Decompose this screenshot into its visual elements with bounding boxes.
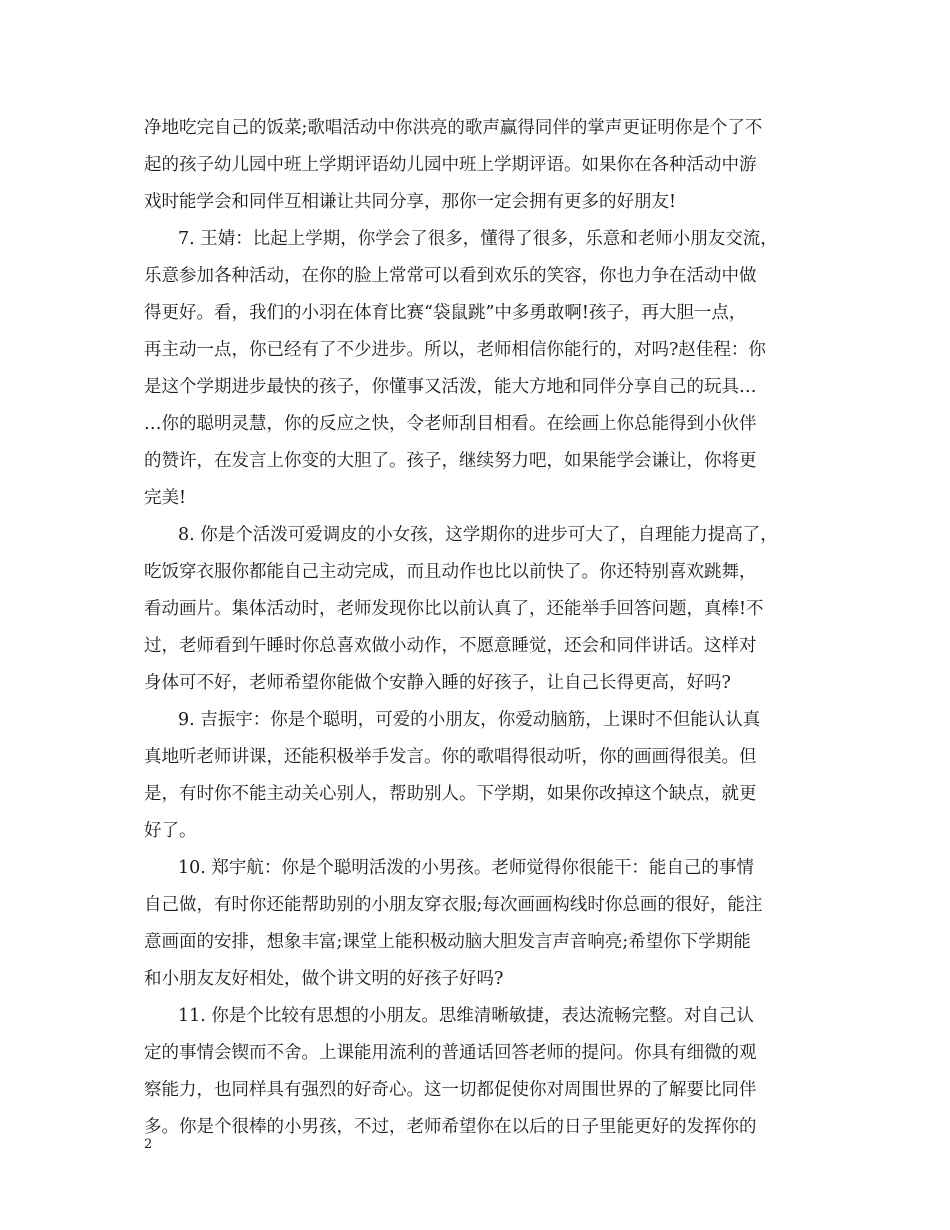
text-line: 身体可不好，老师希望你能做个安静入睡的好孩子，让自己长得更高，好吗? [144,673,731,693]
text-line: 过，老师看到午睡时你总喜欢做小动作，不愿意睡觉，还会和同伴讲话。这样对 [144,636,757,656]
text-line: 净地吃完自己的饭菜;歌唱活动中你洪亮的歌声赢得同伴的掌声更证明你是个了不 [144,118,763,138]
text-line: 和小朋友友好相处，做个讲文明的好孩子好吗? [144,969,504,989]
text-line: 起的孩子幼儿园中班上学期评语幼儿园中班上学期评语。如果你在各种活动中游 [144,155,757,175]
text-line: 好了。 [144,821,197,841]
text-line: 真地听老师讲课，还能积极举手发言。你的歌唱得很动听，你的画画得很美。但 [144,747,757,767]
text-line: 9. 吉振宇：你是个聪明，可爱的小朋友，你爱动脑筋，上课时不但能认认真 [178,710,761,730]
text-line: 多。你是个很棒的小男孩，不过，老师希望你在以后的日子里能更好的发挥你的 [144,1117,757,1137]
text-line: 意画面的安排，想象丰富;课堂上能积极动脑大胆发言声音响亮;希望你下学期能 [144,932,751,952]
text-line: 察能力，也同样具有强烈的好奇心。这一切都促使你对周围世界的了解要比同伴 [144,1080,757,1100]
text-line: 11. 你是个比较有思想的小朋友。思维清晰敏捷，表达流畅完整。对自己认 [178,1006,754,1026]
text-line: 得更好。看，我们的小羽在体育比赛“袋鼠跳”中多勇敢啊!孩子，再大胆一点， [144,303,747,323]
text-line: 看动画片。集体活动时，老师发现你比以前认真了，还能举手回答问题，真棒!不 [144,599,764,619]
page-number: 2 [144,1137,153,1152]
text-line: 戏时能学会和同伴互相谦让共同分享，那你一定会拥有更多的好朋友! [144,192,677,212]
text-line: 吃饭穿衣服你都能自己主动完成，而且动作也比以前快了。你还特别喜欢跳舞， [144,562,757,582]
text-line: …你的聪明灵慧，你的反应之快，令老师刮目相看。在绘画上你总能得到小伙伴 [144,414,757,434]
text-line: 是，有时你不能主动关心别人，帮助别人。下学期，如果你改掉这个缺点，就更 [144,784,757,804]
text-line: 乐意参加各种活动，在你的脸上常常可以看到欢乐的笑容，你也力争在活动中做 [144,266,757,286]
text-line: 定的事情会锲而不舍。上课能用流利的普通话回答老师的提问。你具有细微的观 [144,1043,757,1063]
text-line: 7. 王婧：比起上学期，你学会了很多，懂得了很多，乐意和老师小朋友交流， [178,229,778,249]
text-line: 是这个学期进步最快的孩子，你懂事又活泼，能大方地和同伴分享自己的玩具… [144,377,757,397]
text-line: 的赞许，在发言上你变的大胆了。孩子，继续努力吧，如果能学会谦让，你将更 [144,451,757,471]
text-line: 再主动一点，你已经有了不少进步。所以，老师相信你能行的，对吗?赵佳程：你 [144,340,766,360]
text-line: 10. 郑宇航：你是个聪明活泼的小男孩。老师觉得你很能干：能自己的事情 [178,858,754,878]
text-line: 8. 你是个活泼可爱调皮的小女孩，这学期你的进步可大了，自理能力提高了， [178,525,778,545]
text-line: 完美! [144,488,187,508]
text-line: 自己做，有时你还能帮助别的小朋友穿衣服;每次画画构线时你总画的很好，能注 [144,895,763,915]
